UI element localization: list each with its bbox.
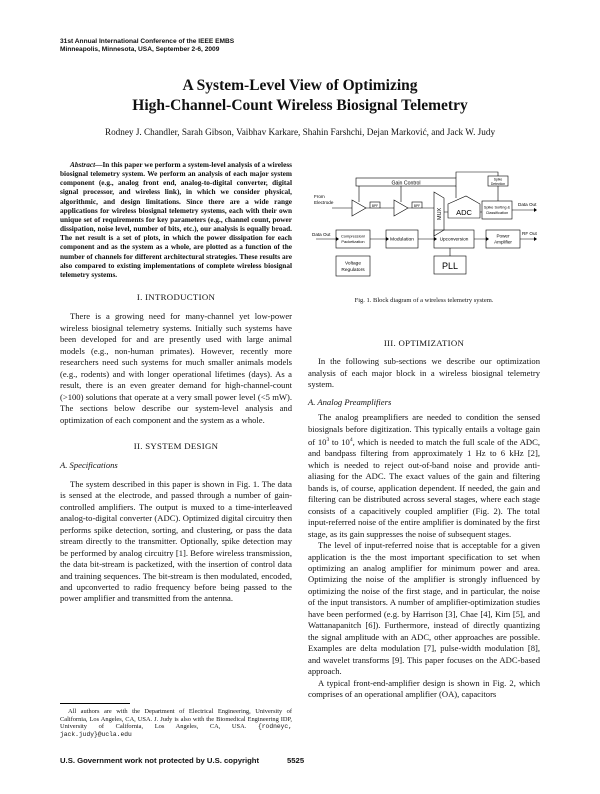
arrow-head: [534, 237, 537, 241]
introduction-paragraph: There is a growing need for many-channel yet low-power wireless biosignal telemetry systems. Initially such systems have been developed for and are presently used with large animal models (e.g., non-human primates). However, recently more researchers need such systems for much smaller animals models (e.g., rodents) and with longer operational lifetimes (days). As a result, there is an even greater demand for high-channel-count (>100) solutions that operate at a very small power level (<5 mW). The sections below describe our system-level analysis and optimization of each component and the system as a whole.: [60, 311, 292, 425]
footnote: [60, 703, 292, 738]
amplifier-2: [394, 200, 408, 216]
right-column: [308, 338, 540, 700]
label-data-out-left: Data Out: [312, 232, 331, 237]
label-compression-1: Compression/: [340, 233, 366, 239]
author-list: Rodney J. Chandler, Sarah Gibson, Vaibhav Karkare, Shahin Farshchi, Dejan Marković, and Jack W. Judy: [104, 127, 496, 137]
section-heading-system-design: II. SYSTEM DESIGN: [133, 441, 219, 452]
section-heading-introduction: I. INTRODUCTION: [136, 292, 216, 303]
section-heading-optimization: III. OPTIMIZATION: [383, 338, 465, 348]
label-data-out-right: Data Out: [518, 202, 537, 207]
label-spike-detection-1: Spike: [493, 177, 503, 182]
label-mux: MUX: [437, 207, 443, 220]
conference-name: 31st Annual International Conference of the IEEE EMBS: [60, 38, 235, 45]
label-gain-control: Gain Control: [391, 180, 421, 187]
label-spike-detection-2: Detection: [490, 181, 506, 186]
left-column: [60, 160, 292, 605]
label-upconversion: Upconversion: [439, 236, 469, 242]
label-adc: ADC: [456, 208, 472, 217]
specifications-paragraph: The system described in this paper is shown in Fig. 1. The data is sensed at the electrode, and passed through a number of gain-controlled amplifiers. The output is muxed to a time-interleaved analog-to-digital converter (ADC). Optimized digital circuitry then performs spike detection, sorting, and clustering, or pass the data stream directly to the transmitter. Optionally, spike detection may be performed by analog circuitry [1]. Before wireless transmission, the data bit-stream is packetized, with the insertion of control data and training sequences. The bit-stream is then modulated, encoded, and upconverted to radio frequency before being passed to the power amplifier and transmitted from the antenna.: [60, 478, 292, 604]
arrow-head: [486, 237, 489, 241]
title-line-2: High-Channel-Count Wireless Biosignal Telemetry: [132, 97, 468, 114]
footnote-affiliation: All authors are with the Department of Electrical Engineering, University of California, Los Angeles, CA, USA. J. Judy is also with the Biomedical Engineering IDP, University of California, Los Angeles, CA, USA.: [60, 708, 292, 731]
label-rf-out: RF Out: [522, 231, 537, 236]
arrow-head: [534, 208, 537, 212]
copyright-notice: U.S. Government work not protected by U.S. copyright: [60, 756, 260, 765]
abstract-text: —In this paper we perform a system-level analysis of a wireless biosignal telemetry system. We perform an analysis of each major system component (e.g., analog front end, analog-to-digital converter, digital signal processor, and wireless link), in which we consider physical, algorithmic, and design limitations. Since there are a wide range applications for wireless biosignal telemetry systems, each with their own unique set of requirements for key parameters (e.g., channel count, power dissipation, noise level, number of bits, etc.), our analysis is equally broad. The net result is a set of plots, in which the power dissipation for each component and as the system as a whole, are plotted as a function of the number of channels for different architectural strategies. These results are also compared to existing implementations of complete wireless biosignal telemetry systems.: [60, 160, 292, 279]
block-diagram: [308, 168, 540, 286]
label-from-electrode-2: Electrode: [314, 200, 334, 205]
arrow-head: [386, 237, 389, 241]
label-compression-2: Packetization: [341, 239, 365, 244]
arrow-head: [434, 237, 437, 241]
amplifier-1: [352, 200, 366, 216]
label-voltage-reg-1: Voltage: [344, 261, 362, 267]
subsection-heading-specifications: A. Specifications: [60, 460, 118, 471]
label-modulation: Modulation: [390, 237, 414, 243]
footnote-rule: [60, 703, 130, 704]
conference-location: Minneapolis, Minnesota, USA, September 2-6, 2009: [60, 46, 220, 53]
figure-1: [308, 168, 540, 304]
label-sorting-2: Classification: [485, 211, 509, 215]
page-number: 5525: [287, 756, 305, 765]
arrow-head: [336, 237, 339, 241]
label-pll: PLL: [441, 261, 459, 271]
label-voltage-reg-2: Regulators: [341, 268, 365, 273]
label-sorting-1: Spike Sorting &: [483, 205, 511, 210]
footnote-emails: {rodneyc, jack.judy}@ucla.edu: [60, 723, 292, 738]
abstract: [60, 160, 292, 279]
preamp-paragraph-1: The analog preamplifiers are needed to condition the sensed biosignals before digitization. This typically entails a voltage gain of $10^3$ to $10^4$, which is needed to match the full scale of the ADC, and bandpass filtering from approximately 1 Hz to 6 kHz [2], which is needed to reject out-of-band noise and provide anti-aliasing for the ADC. The exact values of the gain and filtering bands is, of course, application dependent. If needed, the gain and filtering can be distributed across several stages, where each stage consists of a capacitively coupled amplifier (Fig. 2). The total input-referred noise of the entire amplifier is dominated by the first stage, as its gain suppresses the noise of subsequent stages.: [308, 412, 541, 539]
optimization-paragraph: In the following sub-sections we describe our optimization analysis of each major block in a wireless biosignal telemetry system.: [308, 356, 540, 390]
conference-header: [60, 38, 234, 54]
label-power-amp-2: Amplifier: [494, 239, 512, 245]
label-power-amp-1: Power: [496, 233, 510, 239]
label-bpf-2: BPF: [413, 204, 421, 208]
preamp-paragraph-2: The level of input-referred noise that is acceptable for a given application is the the most important specification to set when optimizing an analog amplifier for minimum power and area. Optimizing the noise of the amplifier is strongly influenced by optimizing the noise of the first stage, and in particular, the noise of the input transistors. A number of amplifier-optimization studies have been performed (e.g. by Harrison [3], Chae [4], Kim [5], and Wattanapanitch [6]). Furthermore, instead of directly quantizing the signal amplitude with an ADC, other approaches are possible. Examples are delta modulation [7], pulse-width modulation [8], and wavelet transforms [9]. This paper focuses on the ADC-based approach.: [308, 540, 540, 677]
preamp-paragraph-3: A typical front-end-amplifier design is shown in Fig. 2, which comprises of an operational amplifier (OA), capacitors: [308, 677, 540, 699]
label-from-electrode-1: From: [314, 194, 325, 199]
spike-sorting-block: [482, 201, 512, 219]
label-bpf-1: BPF: [371, 204, 379, 208]
title-line-1: A System-Level View of Optimizing: [182, 77, 418, 94]
subsection-heading-preamplifiers: A. Analog Preamplifiers: [308, 396, 392, 407]
abstract-lead: Abstract: [70, 160, 96, 169]
figure-caption: Fig. 1. Block diagram of a wireless telemetry system.: [354, 297, 494, 304]
paper-title: [0, 76, 600, 116]
